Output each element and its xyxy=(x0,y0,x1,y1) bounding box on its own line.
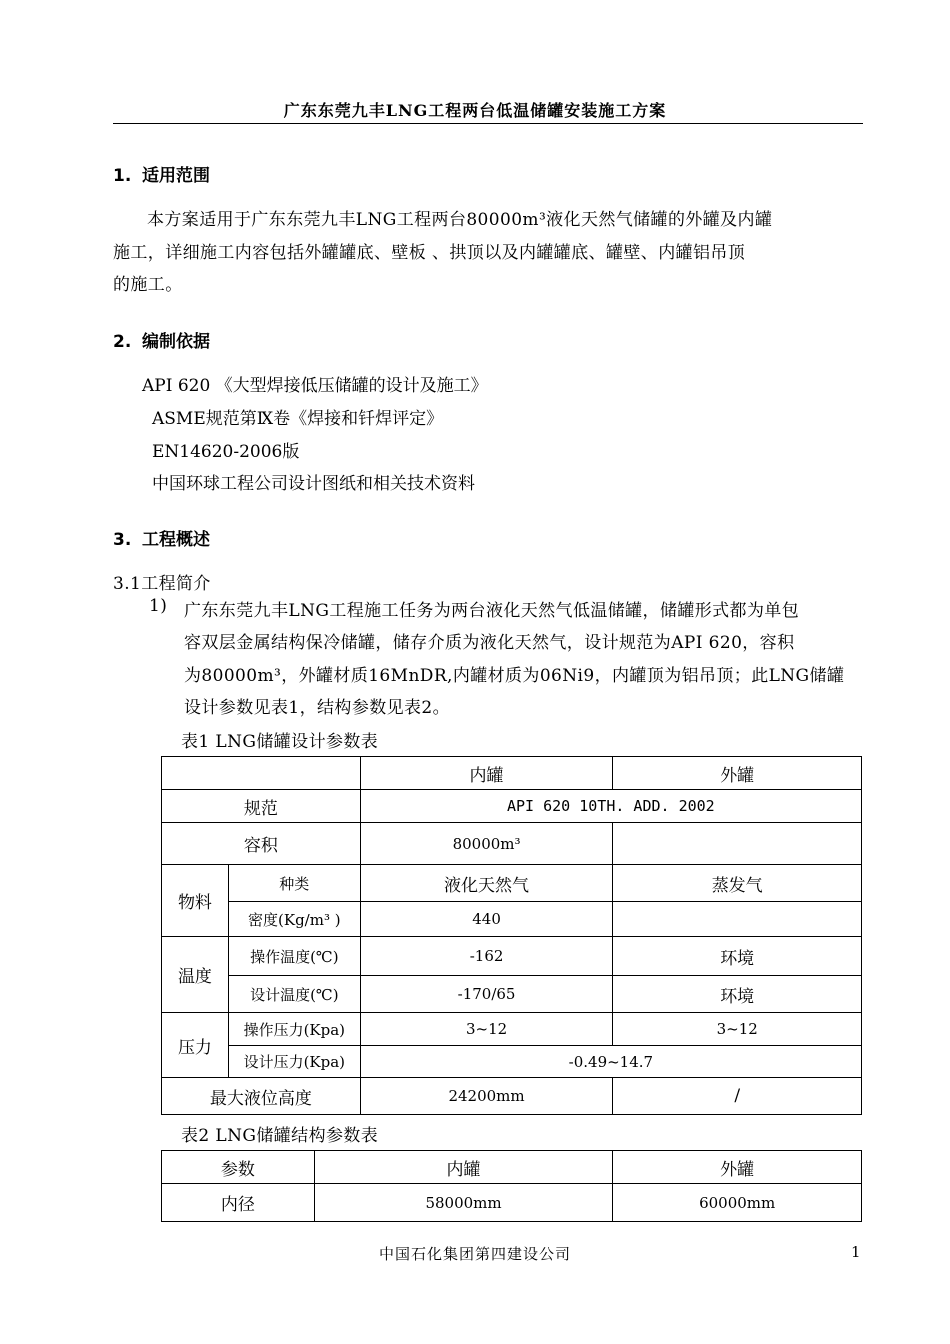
density-label: 密度(Kg/m³ ) xyxy=(228,902,360,937)
design-temp-label: 设计温度(℃) xyxy=(228,976,360,1013)
table-row xyxy=(162,976,862,1013)
table-row xyxy=(162,1013,862,1046)
inner-diameter-label: 内径 xyxy=(162,1184,315,1222)
section-3-title: 工程概述 xyxy=(142,530,210,550)
section-2-title: 编制依据 xyxy=(142,332,210,352)
table-row xyxy=(162,1078,862,1115)
table-row xyxy=(162,902,862,937)
spec-label: 规范 xyxy=(162,790,361,823)
table-cell xyxy=(162,757,361,790)
table2-header-param: 参数 xyxy=(162,1151,315,1184)
document-header-title: 广东东莞九丰LNG工程两台低温储罐安装施工方案 xyxy=(283,101,667,120)
section-2-number: 2. xyxy=(113,332,132,352)
op-temp-label: 操作温度(℃) xyxy=(228,937,360,976)
section-2-heading xyxy=(113,327,210,352)
max-level-inner: 24200mm xyxy=(360,1078,613,1115)
design-temp-inner: -170/65 xyxy=(360,976,613,1013)
volume-label: 容积 xyxy=(162,823,361,865)
subsection-3-1-heading: 3.1工程简介 xyxy=(113,574,211,594)
design-pressure-label: 设计压力(Kpa) xyxy=(228,1046,360,1078)
reference-item-2: ASME规范第Ⅸ卷《焊接和钎焊评定》 xyxy=(152,409,444,429)
op-pressure-inner: 3~12 xyxy=(360,1013,613,1046)
design-pressure-value: -0.49~14.7 xyxy=(360,1046,861,1078)
design-parameters-table xyxy=(161,756,862,1115)
section-3-number: 3. xyxy=(113,530,132,550)
section-1-number: 1. xyxy=(113,166,132,186)
inner-diameter-inner: 58000mm xyxy=(314,1184,613,1222)
table-row xyxy=(162,865,862,902)
table-2-caption: 表2 LNG储罐结构参数表 xyxy=(181,1126,379,1146)
section-1-line-2: 施工，详细施工内容包括外罐罐底、壁板 、拱顶以及内罐罐底、罐壁、内罐铝吊顶 xyxy=(113,243,746,263)
table-header-inner: 内罐 xyxy=(360,757,613,790)
material-label: 物料 xyxy=(162,865,229,937)
overview-line-4: 设计参数见表1，结构参数见表2。 xyxy=(184,698,451,718)
table-1-caption: 表1 LNG储罐设计参数表 xyxy=(181,732,379,752)
density-inner: 440 xyxy=(360,902,613,937)
table-row xyxy=(162,1151,862,1184)
reference-item-4: 中国环球工程公司设计图纸和相关技术资料 xyxy=(152,474,475,494)
kind-outer: 蒸发气 xyxy=(613,865,862,902)
structure-parameters-table xyxy=(161,1150,862,1222)
table-row xyxy=(162,1046,862,1078)
overview-line-3: 为80000m³，外罐材质16MnDR,内罐材质为06Ni9，内罐顶为铝吊顶；此LNG储罐 xyxy=(184,666,845,686)
volume-inner: 80000m³ xyxy=(360,823,613,865)
section-1-heading xyxy=(113,161,210,186)
list-item-number: 1) xyxy=(149,596,168,616)
section-1-line-1: 本方案适用于广东东莞九丰LNG工程两台80000m³液化天然气储罐的外罐及内罐 xyxy=(147,210,773,230)
op-temp-outer: 环境 xyxy=(613,937,862,976)
footer-company: 中国石化集团第四建设公司 xyxy=(378,1245,571,1263)
table-row xyxy=(162,937,862,976)
overview-line-1: 广东东莞九丰LNG工程施工任务为两台液化天然气低温储罐，储罐形式都为单包 xyxy=(184,601,800,621)
max-level-outer: / xyxy=(613,1078,862,1115)
pressure-label: 压力 xyxy=(162,1013,229,1078)
table-header-outer: 外罐 xyxy=(613,757,862,790)
density-outer xyxy=(613,902,862,937)
section-3-heading xyxy=(113,525,210,550)
design-temp-outer: 环境 xyxy=(613,976,862,1013)
page-number: 1 xyxy=(851,1243,861,1261)
max-level-label: 最大液位高度 xyxy=(162,1078,361,1115)
overview-line-2: 容双层金属结构保冷储罐，储存介质为液化天然气，设计规范为API 620，容积 xyxy=(184,633,795,653)
table-row xyxy=(162,757,862,790)
table-row xyxy=(162,1184,862,1222)
header-divider xyxy=(113,123,863,124)
table2-header-outer: 外罐 xyxy=(613,1151,862,1184)
temperature-label: 温度 xyxy=(162,937,229,1013)
op-pressure-outer: 3~12 xyxy=(613,1013,862,1046)
reference-item-1: API 620 《大型焊接低压储罐的设计及施工》 xyxy=(142,376,488,396)
kind-inner: 液化天然气 xyxy=(360,865,613,902)
table2-header-inner: 内罐 xyxy=(314,1151,613,1184)
inner-diameter-outer: 60000mm xyxy=(613,1184,862,1222)
table-row xyxy=(162,790,862,823)
op-pressure-label: 操作压力(Kpa) xyxy=(228,1013,360,1046)
table-row xyxy=(162,823,862,865)
section-1-title: 适用范围 xyxy=(142,166,210,186)
volume-outer xyxy=(613,823,862,865)
section-1-line-3: 的施工。 xyxy=(113,275,183,295)
kind-label: 种类 xyxy=(228,865,360,902)
spec-value: API 620 10TH. ADD. 2002 xyxy=(360,790,861,823)
op-temp-inner: -162 xyxy=(360,937,613,976)
reference-item-3: EN14620-2006版 xyxy=(152,442,300,462)
